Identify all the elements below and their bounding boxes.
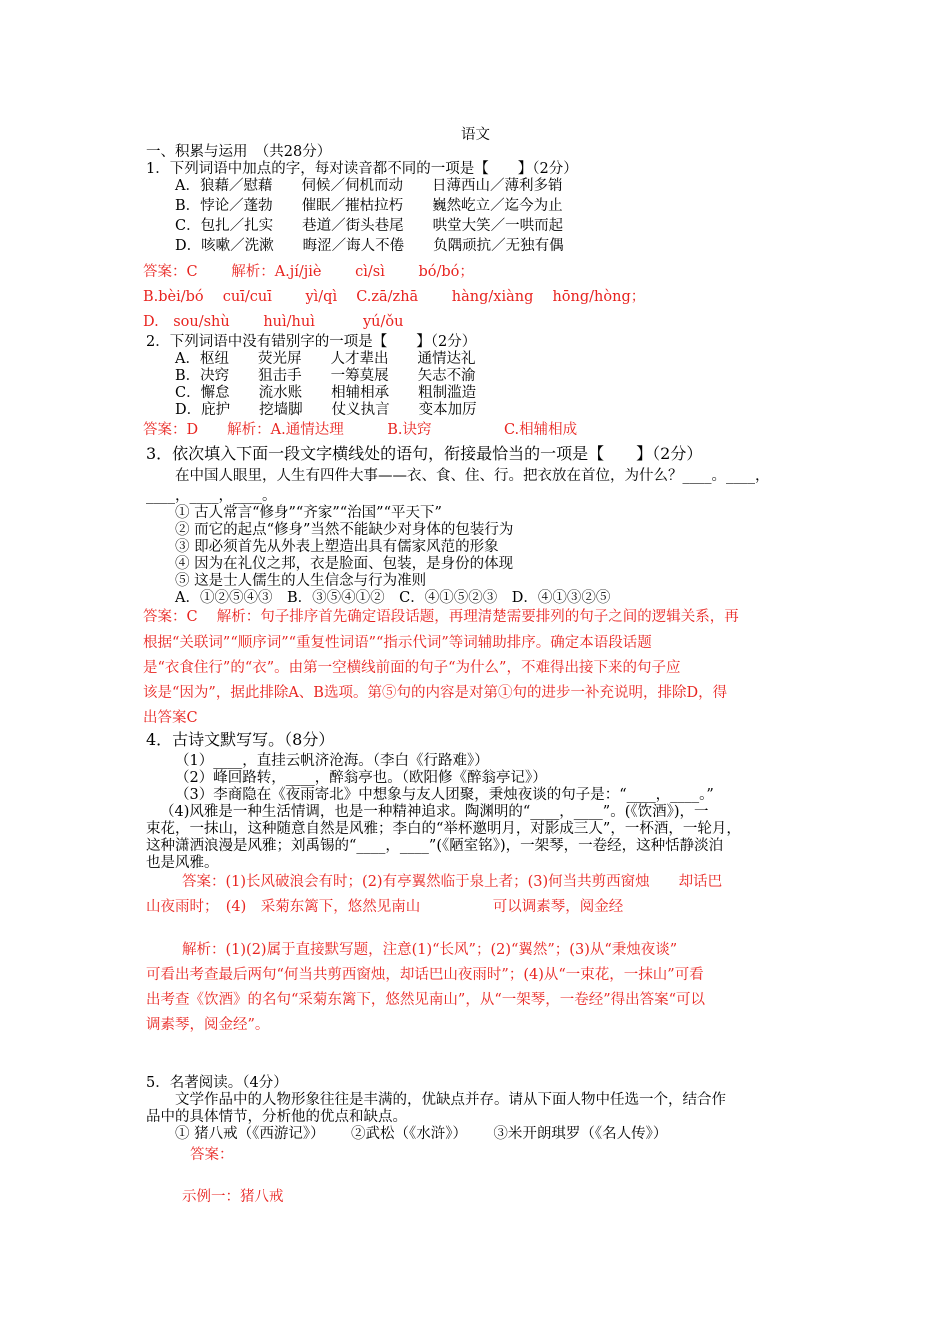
question-4-item-3: （3）李商隐在《夜雨寄北》中想象与友人团聚，秉烛夜谈的句子是：“____，____。”	[175, 787, 714, 803]
question-4-item-4-cont: 这种潇洒浪漫是风雅；刘禹锡的“____，____”(《陋室铭》)，一架琴，一卷经，这种恬静淡泊	[146, 838, 724, 854]
question-1-answer: 答案：C 解析：A.jí/jiè cì/sì bó/bó；	[143, 264, 474, 280]
question-1-stem: 1．下列词语中加点的字，每对读音都不同的一项是【 】（2分）	[146, 161, 578, 177]
question-4-explanation-cont: 调素琴，阅金经”。	[146, 1017, 270, 1033]
question-1-option-c: C．包扎／扎实 巷道／街头巷尾 哄堂大笑／一哄而起	[175, 218, 564, 234]
question-3-answer-cont: 根据“关联词”“顺序词”“重复性词语”“指示代词”等词辅助排序。确定本语段话题	[143, 635, 652, 651]
question-4-item-1: （1）____，直挂云帆济沧海。（李白《行路难》）	[175, 753, 489, 769]
question-5-stem: 5．名著阅读。（4分）	[146, 1075, 288, 1091]
question-5-answer-label: 答案：	[190, 1147, 234, 1163]
question-4-explanation: 解析：(1)(2)属于直接默写题，注意(1)“长风”；(2)“翼然”；(3)从“秉烛夜谈”	[182, 942, 678, 958]
question-3-choices: A．①②⑤④③ B．③⑤④①② C．④①⑤②③ D．④①③②⑤	[175, 590, 611, 606]
question-3-sentence-4: ④ 因为在礼仪之邦，衣是脸面、包装，是身份的体现	[175, 556, 514, 572]
question-1-answer-cont: B.bèi/bó cuī/cuī yì/qì C.zā/zhā hàng/xiàng hōng/hòng；	[143, 289, 646, 305]
question-5-options: ① 猪八戒（《西游记》） ②武松（《水浒》） ③米开朗琪罗（《名人传》）	[175, 1126, 668, 1142]
question-4-answer: 答案：(1)长风破浪会有时；(2)有亭翼然临于泉上者；(3)何当共剪西窗烛 却话巴	[182, 874, 723, 890]
question-3-sentence-5: ⑤ 这是士人儒生的人生信念与行为准则	[175, 573, 427, 589]
question-3-answer-cont: 是“衣食住行”的“衣”。由第一空横线前面的句子“为什么”，不难得出接下来的句子应	[143, 660, 681, 676]
question-5-example: 示例一：猪八戒	[182, 1189, 284, 1205]
page-title: 语文	[461, 127, 490, 143]
question-3-passage-cont: ____，____，____。	[146, 488, 277, 504]
question-2-option-d: D．庇护 挖墙脚 仗义执言 变本加厉	[175, 402, 477, 418]
question-2-option-b: B．决窍 狙击手 一筹莫展 矢志不渝	[175, 368, 476, 384]
question-2-answer: 答案：D 解析：A.通情达理 B.诀窍 C.相辅相成	[143, 422, 578, 438]
question-4-explanation-cont: 出考查《饮酒》的名句“采菊东篱下，悠然见南山”，从“一架琴，一卷经”得出答案“可以	[146, 992, 706, 1008]
section-heading: 一、积累与运用 （共28分）	[146, 144, 332, 160]
question-2-stem: 2．下列词语中没有错别字的一项是【 】（2分）	[146, 334, 477, 350]
question-4-item-4: （4)风雅是一种生活情调，也是一种精神追求。陶渊明的“____，____”。(《饮酒》)，一	[160, 804, 709, 820]
question-4-item-4-cont: 束花，一抹山，这种随意自然是风雅；李白的“举杯邀明月，对影成三人”，一杯酒，一轮月，	[146, 821, 741, 837]
question-3-passage: 在中国人眼里，人生有四件大事——衣、食、住、行。把衣放在首位，为什么？____。____，	[175, 468, 770, 484]
question-5-prompt: 文学作品中的人物形象往往是丰满的，优缺点并存。请从下面人物中任选一个，结合作	[175, 1092, 726, 1108]
question-3-answer-cont: 该是“因为”，据此排除A、B选项。第⑤句的内容是对第①句的进步一补充说明，排除D，得	[143, 685, 728, 701]
question-2-option-c: C．懈怠 流水账 相辅相承 粗制滥造	[175, 385, 477, 401]
question-4-item-2: （2）峰回路转，____，醉翁亭也。（欧阳修《醉翁亭记》）	[175, 770, 547, 786]
question-4-explanation-cont: 可看出考查最后两句“何当共剪西窗烛，却话巴山夜雨时”；(4)从“一束花，一抹山”可看	[146, 967, 704, 983]
question-4-item-4-cont: 也是风雅。	[146, 855, 219, 871]
question-1-option-b: B．悖论／蓬勃 催眠／摧枯拉朽 巍然屹立／迄今为止	[175, 198, 563, 214]
question-4-stem: 4．古诗文默写写。（8分）	[146, 730, 335, 749]
question-3-answer: 答案：C 解析：句子排序首先确定语段话题，再理清楚需要排列的句子之间的逻辑关系，再	[143, 609, 739, 625]
question-3-sentence-2: ② 而它的起点“修身”当然不能缺少对身体的包装行为	[175, 522, 514, 538]
question-2-option-a: A．枢纽 荧光屏 人才辈出 通情达礼	[175, 351, 476, 367]
question-1-option-a: A．狼藉／慰藉 伺候／伺机而动 日薄西山／薄利多销	[175, 178, 563, 194]
question-1-option-d: D．咳嗽／洗漱 晦涩／诲人不倦 负隅顽抗／无独有偶	[175, 238, 564, 254]
question-3-stem: 3．依次填入下面一段文字横线处的语句，衔接最恰当的一项是【 】（2分）	[146, 444, 703, 463]
question-3-answer-cont: 出答案C	[143, 710, 198, 726]
question-1-answer-cont: D. sou/shù huì/huì yú/ǒu	[143, 314, 404, 330]
question-3-sentence-3: ③ 即必须首先从外表上塑造出具有儒家风范的形象	[175, 539, 499, 555]
question-5-prompt-cont: 品中的具体情节，分析他的优点和缺点。	[146, 1109, 407, 1125]
question-3-sentence-1: ① 古人常言“修身”“齐家”“治国”“平天下”	[175, 505, 442, 521]
question-4-answer-cont: 山夜雨时； (4) 采菊东篱下，悠然见南山 可以调素琴，阅金经	[146, 899, 624, 915]
